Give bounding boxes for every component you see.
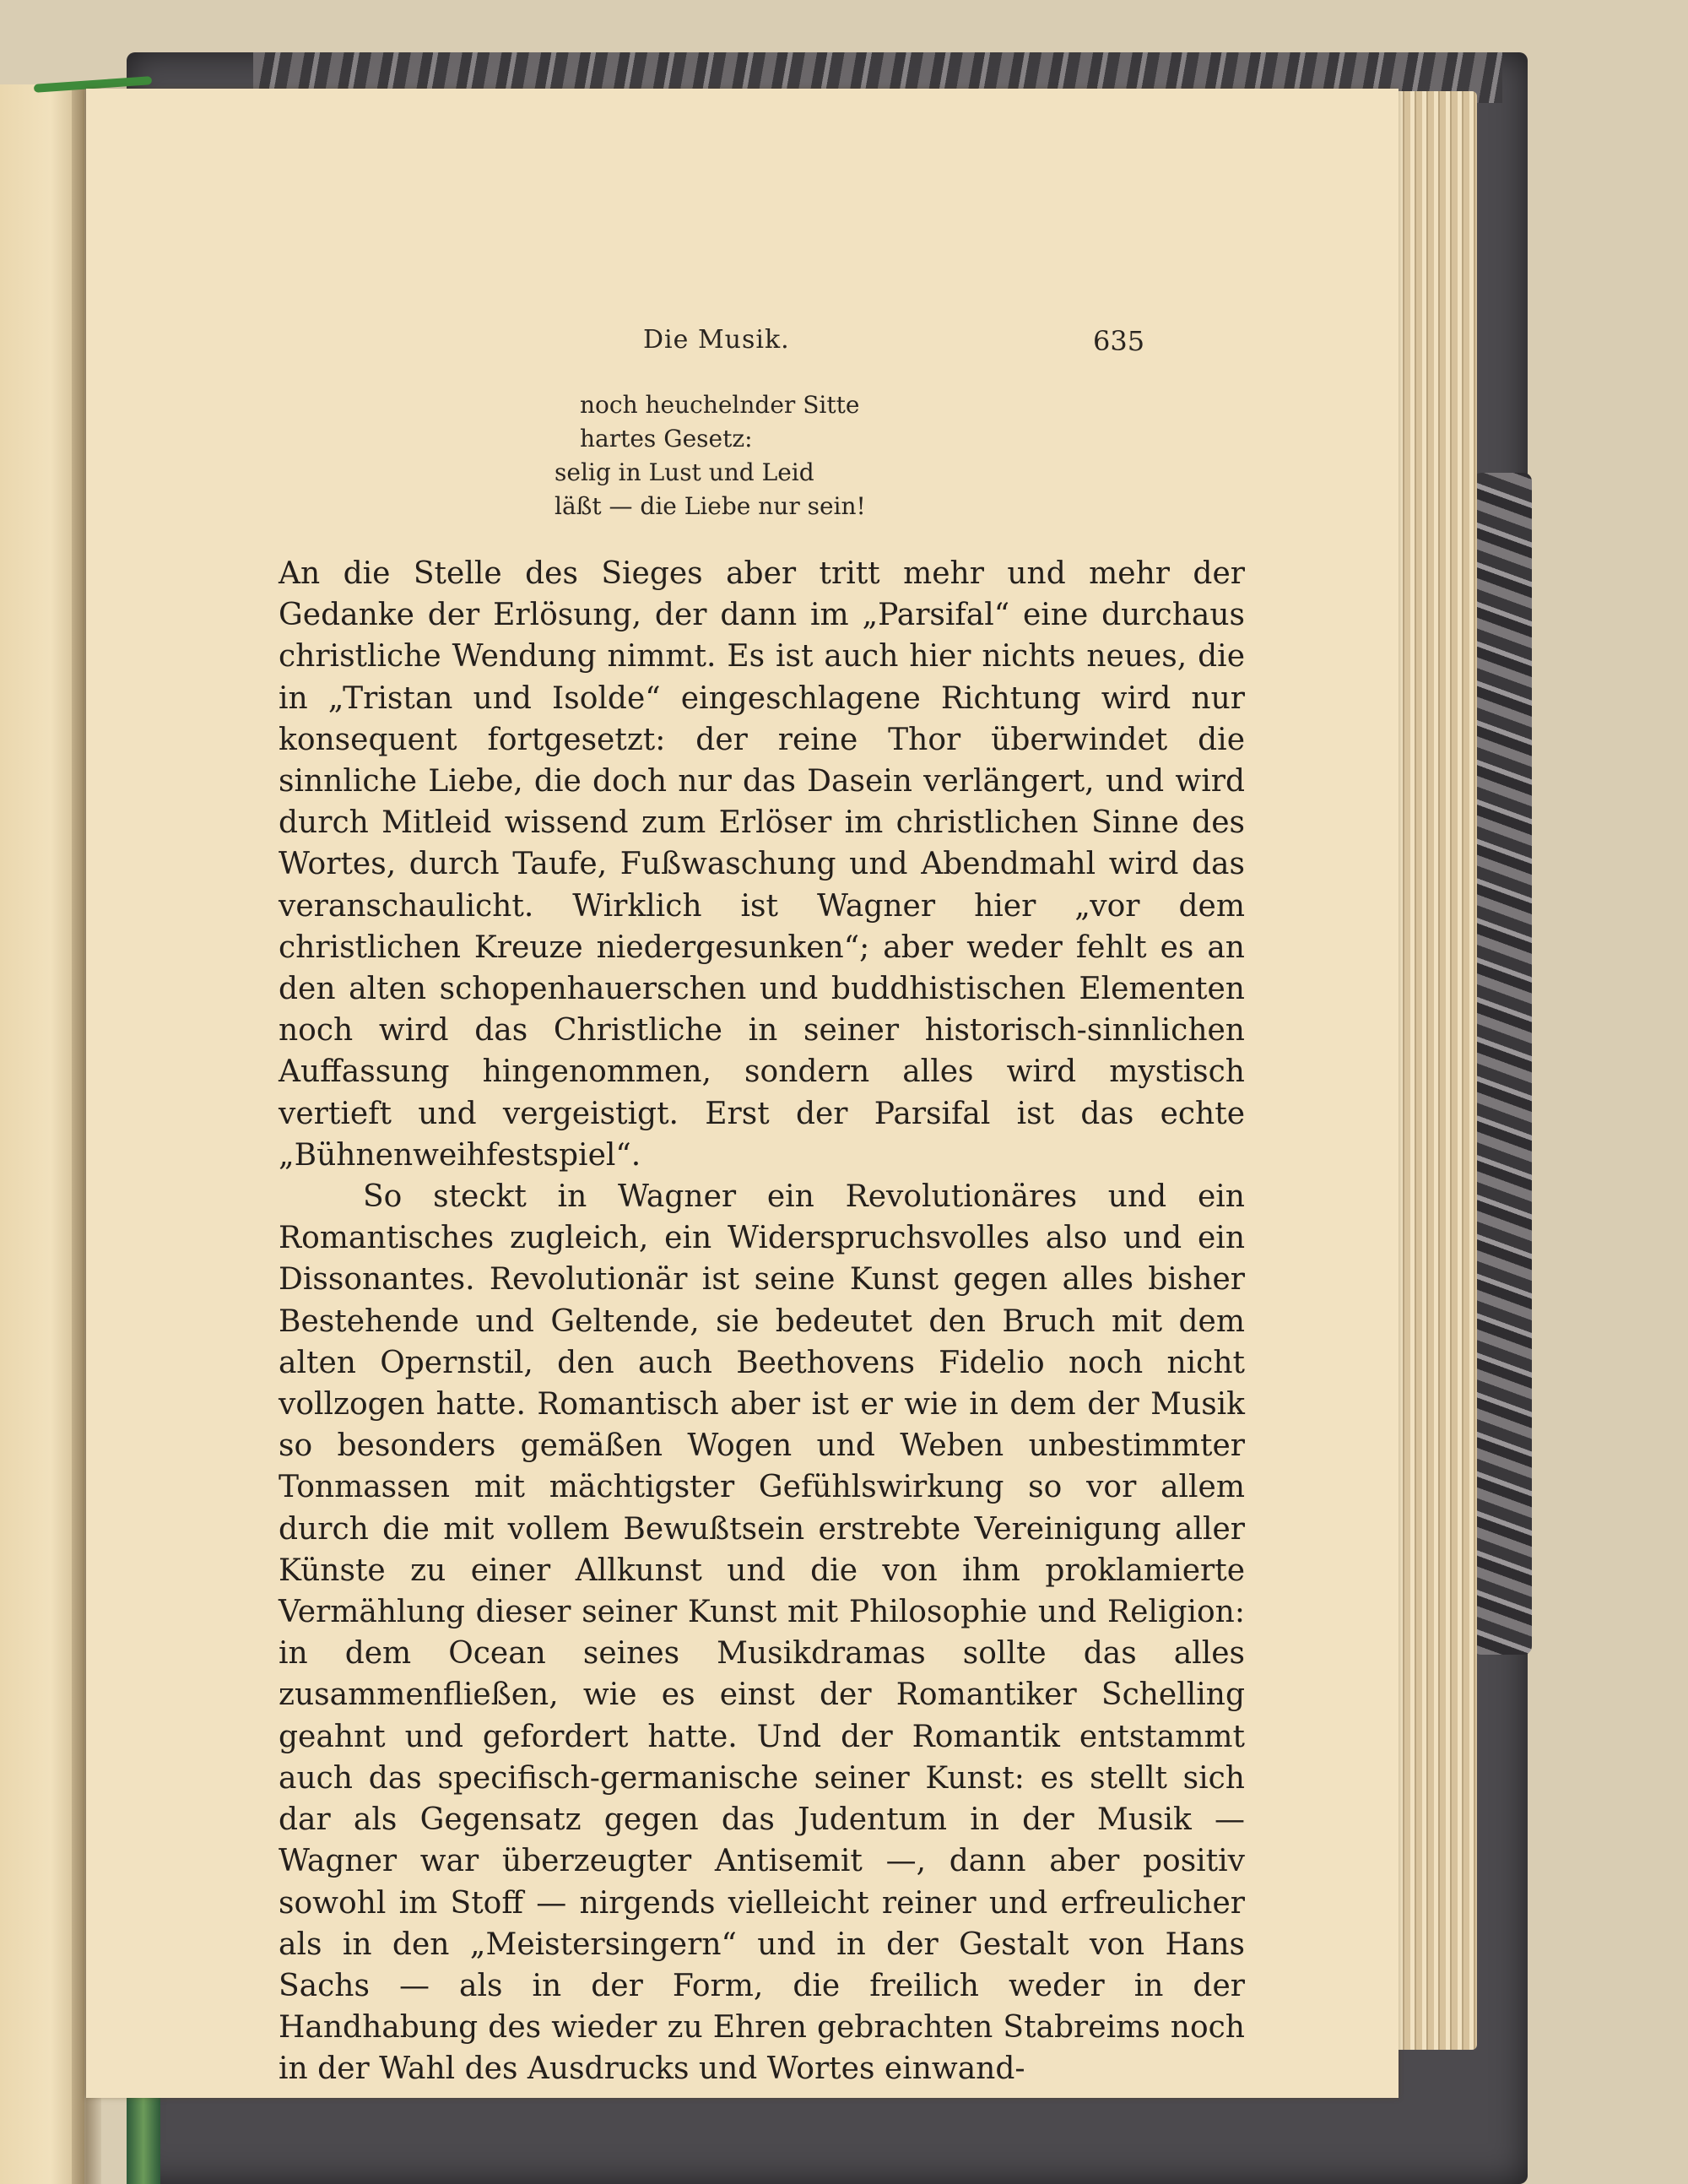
verse-line: läßt — die Liebe nur sein! (555, 492, 866, 520)
body-text (279, 553, 1245, 2090)
verse-block (555, 388, 977, 523)
book-page (86, 89, 1399, 2098)
paragraph: So steckt in Wagner ein Revolutionäres und ein Romantisches zugleich, ein Widerspruchsvolles also und ein Dissonantes. Revolutionär ist seine Kunst gegen alles bisher Bestehende und Geltende, sie bedeutet den Bruch mit dem alten Opernstil, den auch Beethovens Fidelio noch nicht vollzogen hatte. Romantisch aber ist er wie in dem der Musik so besonders gemäßen Wogen und Weben unbestimmter Tonmassen mit mächtigster Gefühlswirkung so vor allem durch die mit vollem Bewußtsein erstrebte Vereinigung aller Künste zu einer Allkunst und die von ihm proklamierte Vermählung dieser seiner Kunst mit Philosophie und Religion: in dem Ocean seines Musikdramas sollte das alles zusammenfließen, wie es einst der Romantiker Schelling geahnt und gefordert hatte. Und der Romantik entstammt auch das specifisch-germanische seiner Kunst: es stellt sich dar als Gegensatz gegen das Judentum in der Musik — Wagner war überzeugter Antisemit —, dann aber positiv sowohl im Stoff — nirgends vielleicht reiner und erfreulicher als in den „Meistersingern“ und in der Gestalt von Hans Sachs — als in der Form, die freilich weder in der Handhabung des wieder zu Ehren gebrachten Stabreims noch in der Wahl des Ausdrucks und Wortes einwand- (279, 1179, 1245, 2087)
page-number: 635 (1093, 325, 1145, 357)
cover-ornament-right (1473, 473, 1532, 1655)
page-edges (1393, 91, 1477, 2050)
paragraph: An die Stelle des Sieges aber tritt mehr und mehr der Gedanke der Erlösung, der dann im „Parsifal“ eine durchaus christliche Wendung nimmt. Es ist auch hier nichts neues, die in „Tristan und Isolde“ eingeschlagene Richtung wird nur konsequent fortgesetzt: der reine Thor überwindet die sinnliche Liebe, die doch nur das Dasein verlängert, und wird durch Mitleid wissend zum Erlöser im christlichen Sinne des Wortes, durch Taufe, Fußwaschung und Abendmahl wird das veranschaulicht. Wirklich ist Wagner hier „vor dem christlichen Kreuze niedergesunken“; aber weder fehlt es an den alten schopenhauerschen und buddhistischen Elementen noch wird das Christliche in seiner historisch-sinnlichen Auffassung hingenommen, sondern alles wird mystisch vertieft und vergeistigt. Erst der Parsifal ist das echte „Bühnenweihfestspiel“. (279, 556, 1245, 1173)
bookmark-ribbon (127, 2094, 160, 2184)
running-title: Die Musik. (643, 325, 790, 355)
page-header (86, 325, 1399, 376)
verse-line: hartes Gesetz: (580, 425, 753, 453)
verse-line: noch heuchelnder Sitte (580, 391, 860, 419)
verse-line: selig in Lust und Leid (555, 458, 814, 486)
